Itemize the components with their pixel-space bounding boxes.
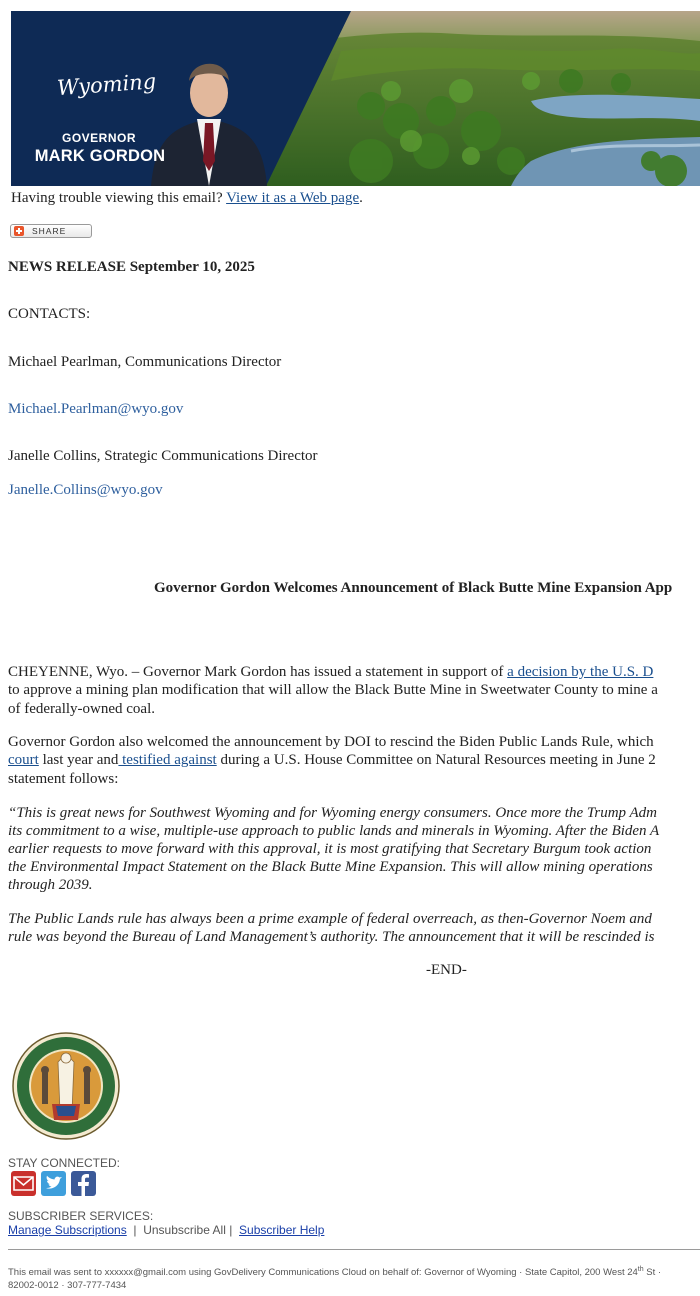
testified-against-link[interactable]: testified against (118, 752, 217, 768)
subscriber-services-label: SUBSCRIBER SERVICES: (8, 1209, 154, 1223)
unsubscribe-all-link[interactable]: | Unsubscribe All | (126, 1223, 240, 1237)
paragraph-line (8, 752, 656, 769)
footer-note (8, 1263, 661, 1292)
paragraph-line: of federally-owned coal. (8, 701, 156, 717)
quote-line: earlier requests to move forward with this approval, it is most gratifying that Secretary Burgum took action (8, 841, 652, 857)
paragraph-text: CHEYENNE, Wyo. – Governor Mark Gordon has issued a statement in support of (8, 664, 508, 680)
quote-line: “This is great news for Southwest Wyoming and for Wyoming energy consumers. Once more the Trump Adm (8, 805, 658, 821)
doi-decision-link[interactable]: a decision by the U.S. D (507, 664, 654, 680)
wyoming-seal-icon (12, 1032, 120, 1140)
contact-email[interactable]: Janelle.Collins@wyo.gov (8, 482, 163, 498)
trouble-text: Having trouble viewing this email? (11, 190, 227, 206)
header-banner (11, 11, 700, 186)
governor-title: GOVERNOR (61, 131, 136, 145)
quote-line: its commitment to a wise, multiple-use approach to public lands and minerals in Wyoming. After the Biden A (8, 823, 660, 839)
quote-line: rule was beyond the Bureau of Land Management’s authority. The announcement that it will be rescinded is (8, 929, 655, 945)
contact-email[interactable]: Michael.Pearlman@wyo.gov (8, 401, 184, 417)
news-release-date: NEWS RELEASE September 10, 2025 (8, 259, 255, 275)
paragraph-line: statement follows: (8, 771, 119, 787)
view-trouble-line (11, 190, 363, 207)
email-icon[interactable] (11, 1171, 36, 1196)
twitter-icon[interactable] (41, 1171, 66, 1196)
social-links (11, 1171, 96, 1196)
stay-connected-label: STAY CONNECTED: (8, 1156, 121, 1170)
paragraph-line (8, 664, 653, 681)
paragraph-line: Governor Gordon also welcomed the announcement by DOI to rescind the Biden Public Lands Rule, which (8, 734, 654, 750)
footer-note-text: This email was sent to xxxxxx@gmail.com using GovDelivery Communications Cloud on behalf of: Governor of Wyoming · State Capitol, 200 West 24 (8, 1267, 638, 1279)
contact-name: Janelle Collins, Strategic Communications Director (8, 448, 318, 464)
web-page-link[interactable]: View it as a Web page (226, 190, 360, 206)
subscriber-help-link[interactable]: Subscriber Help (239, 1223, 325, 1237)
quote-line: The Public Lands rule has always been a prime example of federal overreach, as then-Governor Noem and (8, 911, 652, 927)
headline: Governor Gordon Welcomes Announcement of Black Butte Mine Expansion App (154, 580, 673, 596)
plus-icon (14, 226, 24, 236)
subscriber-links (8, 1223, 324, 1237)
footer-note-sup: th (637, 1266, 644, 1273)
footer-divider (8, 1249, 700, 1250)
share-label: SHARE (32, 226, 67, 236)
court-link[interactable]: court (8, 752, 39, 768)
wyoming-logo: Wyoming (56, 69, 157, 101)
contact-name: Michael Pearlman, Communications Director (8, 354, 282, 370)
paragraph-text: during a U.S. House Committee on Natural Resources meeting in June 2 (216, 752, 656, 768)
contacts-heading: CONTACTS: (8, 306, 91, 322)
governor-name: MARK GORDON (34, 147, 166, 165)
trouble-suffix: . (359, 190, 363, 206)
paragraph-line: to approve a mining plan modification that will allow the Black Butte Mine in Sweetwater County to mine a (8, 682, 658, 698)
manage-subscriptions-link[interactable]: Manage Subscriptions (8, 1223, 127, 1237)
footer-note-text: St · (643, 1267, 662, 1279)
footer-note-text: 82002-0012 · 307-777-7434 (8, 1280, 127, 1292)
paragraph-text: last year and (38, 752, 119, 768)
quote-line: the Environmental Impact Statement on the Black Butte Mine Expansion. This will allow mining operations (8, 859, 653, 875)
share-button[interactable] (10, 224, 92, 238)
quote-line: through 2039. (8, 877, 93, 893)
facebook-icon[interactable] (71, 1171, 96, 1196)
end-mark: -END- (426, 962, 467, 978)
